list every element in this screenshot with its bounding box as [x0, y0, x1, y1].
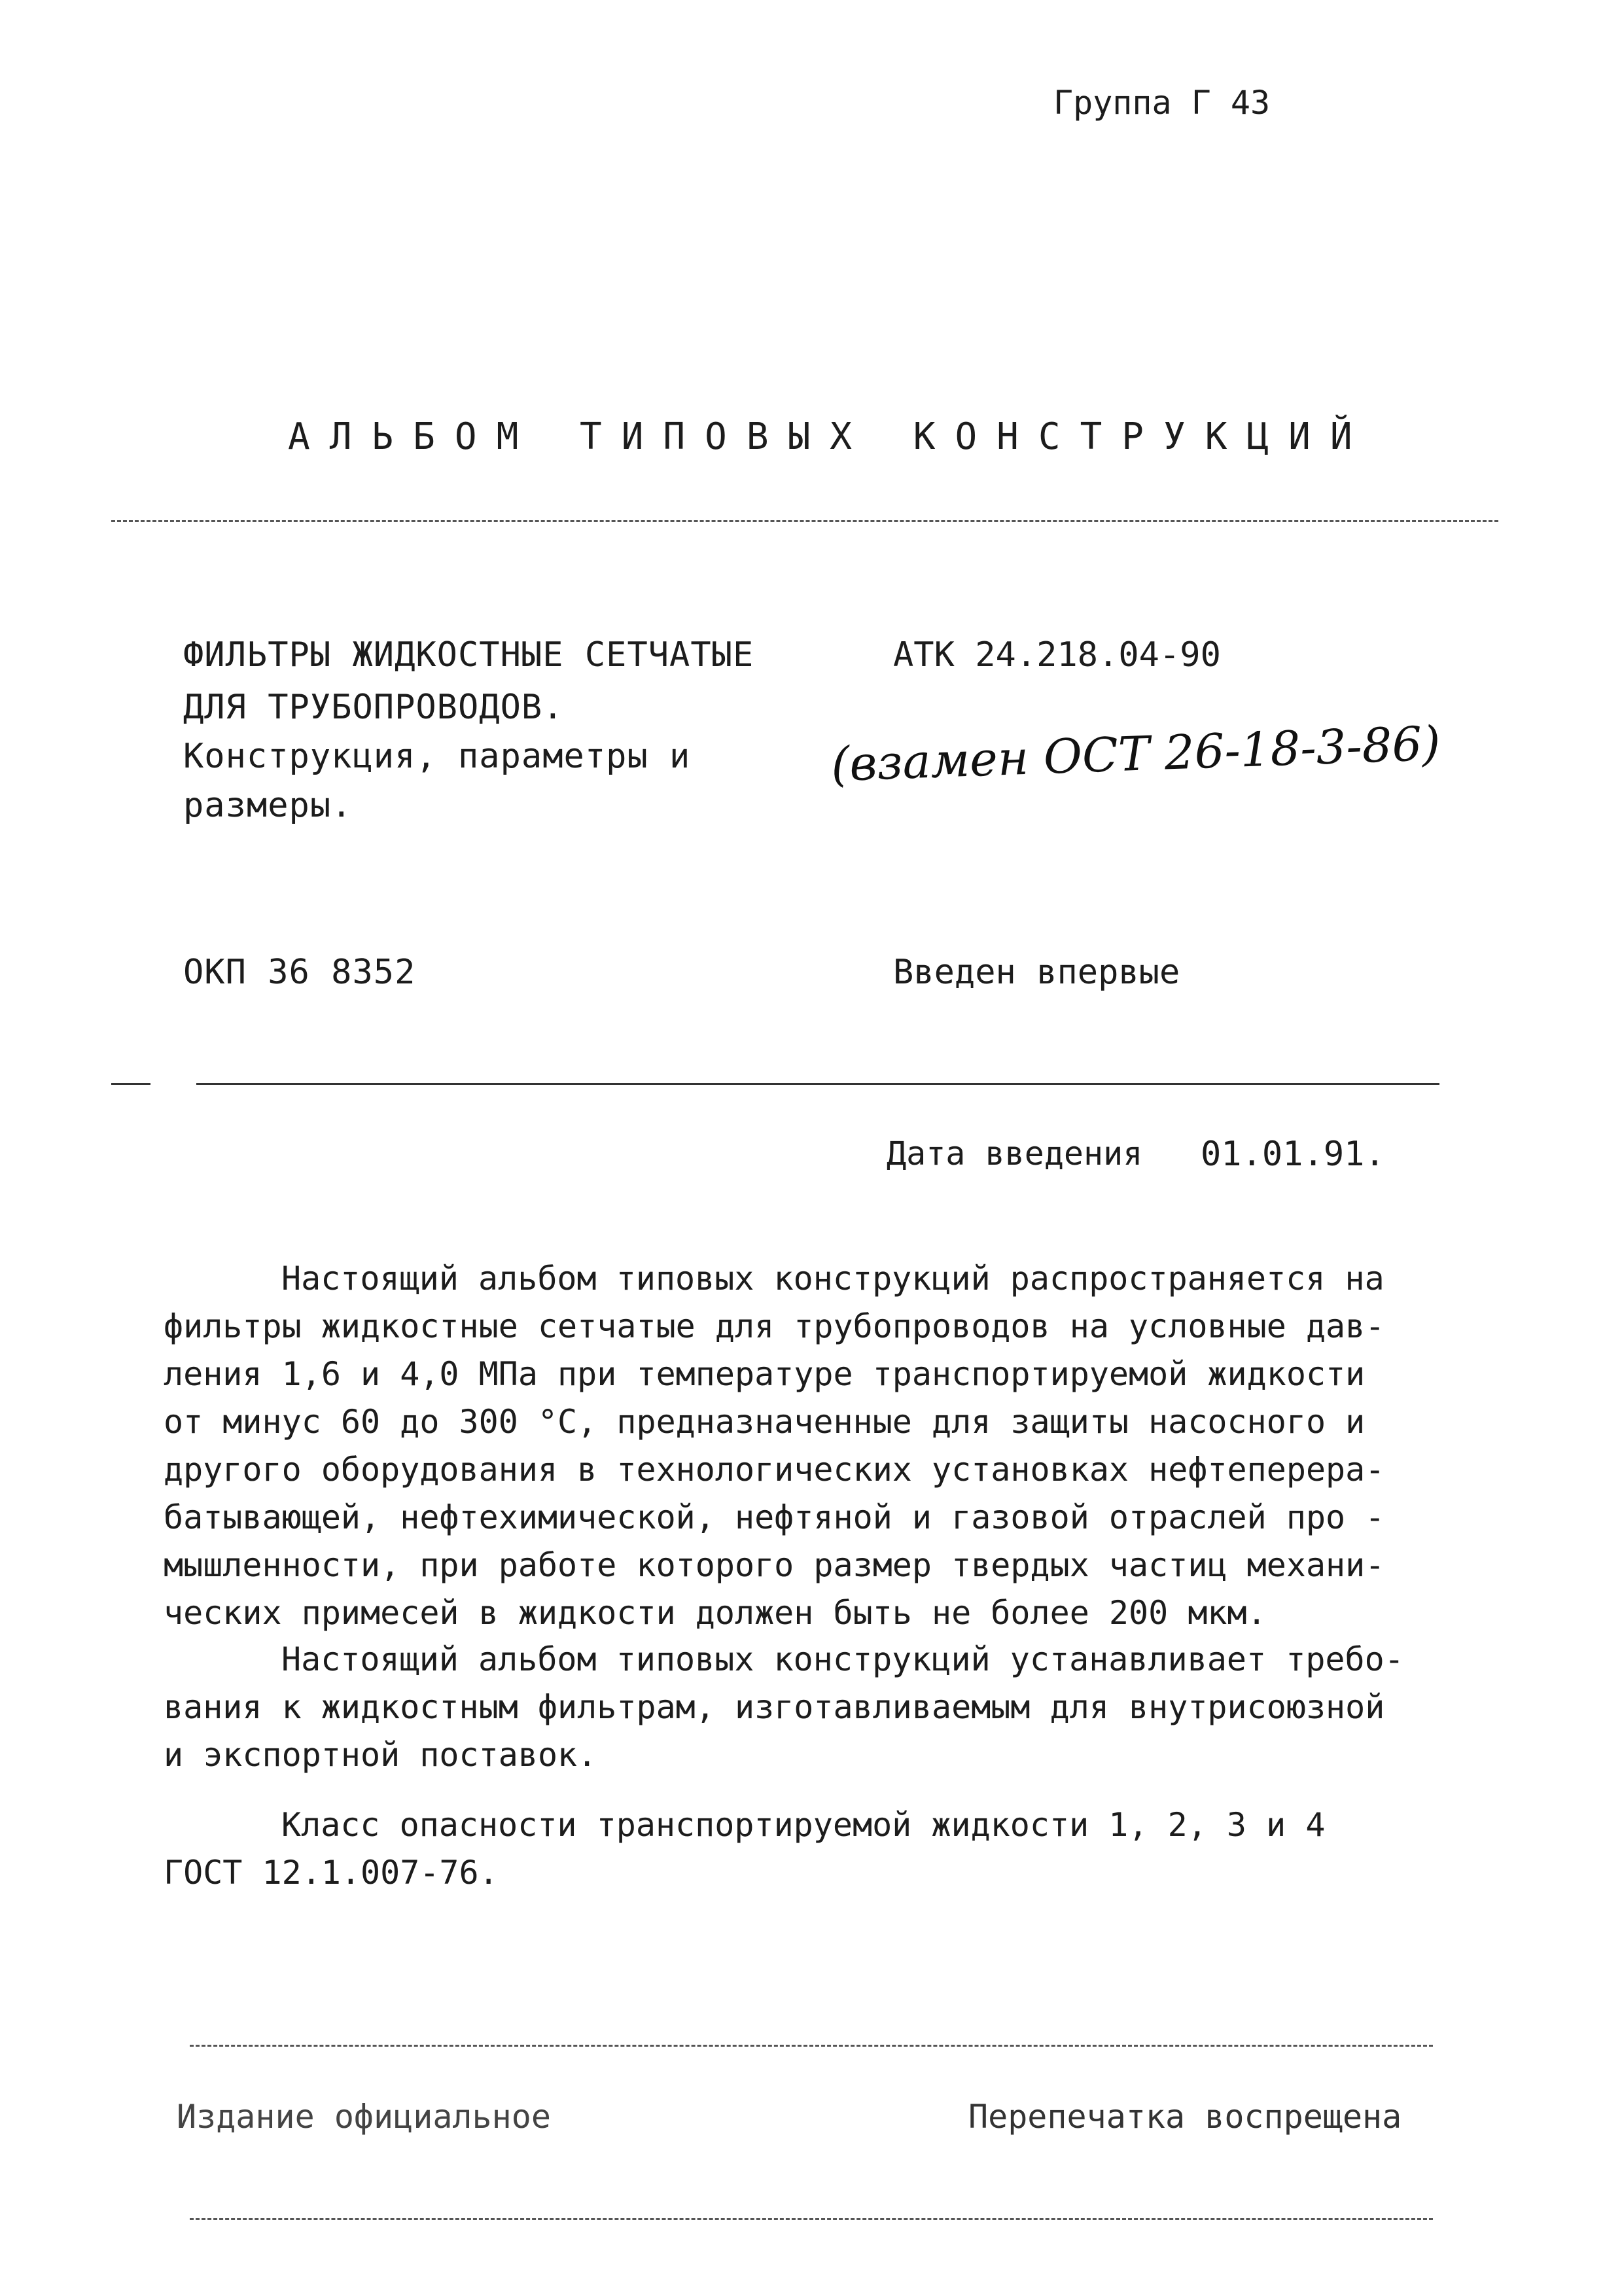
paragraph-1-line: от минус 60 до 300 °С, предназначенные для защиты насосного и: [164, 1403, 1366, 1441]
divider-middle: [196, 1083, 1439, 1085]
date-label: Дата введения: [887, 1135, 1143, 1173]
introduced-note: Введен впервые: [893, 953, 1180, 992]
doc-code: АТК 24.218.04-90: [893, 635, 1221, 675]
paragraph-3-line: ГОСТ 12.1.007-76.: [164, 1854, 499, 1892]
group-code: Группа Г 43: [1053, 84, 1271, 122]
doc-title-line-4: размеры.: [183, 786, 353, 825]
handwritten-replaces-note: (взамен ОСТ 26-18-3-86): [830, 715, 1441, 792]
paragraph-3-line: Класс опасности транспортируемой жидкости 1, 2, 3 и 4: [281, 1806, 1326, 1844]
doc-title-line-3: Конструкция, параметры и: [183, 737, 691, 776]
date-value: 01.01.91.: [1201, 1135, 1385, 1174]
paragraph-2-line: и экспортной поставок.: [164, 1736, 597, 1774]
paragraph-1-line: ления 1,6 и 4,0 МПа при температуре транспортируемой жидкости: [164, 1355, 1366, 1393]
doc-title-line-2: ДЛЯ ТРУБОПРОВОДОВ.: [183, 688, 564, 727]
doc-title-line-1: ФИЛЬТРЫ ЖИДКОСТНЫЕ СЕТЧАТЫЕ: [183, 635, 754, 675]
album-title: АЛЬБОМ ТИПОВЫХ КОНСТРУКЦИЙ: [288, 415, 1372, 458]
divider-top: [111, 520, 1498, 522]
paragraph-1-line: батывающей, нефтехимической, нефтяной и газовой отраслей про -: [164, 1498, 1385, 1536]
okp-code: ОКП 36 8352: [183, 953, 416, 992]
paragraph-1-line: мышленности, при работе которого размер твердых частиц механи-: [164, 1546, 1385, 1584]
divider-footer-top: [190, 2045, 1433, 2047]
divider-short: [111, 1083, 150, 1085]
footer-reprint-prohibited: Перепечатка воспрещена: [968, 2098, 1402, 2136]
paragraph-1-line: Настоящий альбом типовых конструкций распространяется на: [281, 1260, 1384, 1298]
paragraph-1-line: ческих примесей в жидкости должен быть не более 200 мкм.: [164, 1594, 1267, 1632]
paragraph-2-line: вания к жидкостным фильтрам, изготавливаемым для внутрисоюзной: [164, 1688, 1385, 1726]
divider-footer-bottom: [190, 2218, 1433, 2220]
paragraph-1-line: фильтры жидкостные сетчатые для трубопроводов на условные дав-: [164, 1307, 1385, 1345]
paragraph-1-line: другого оборудования в технологических установках нефтеперера-: [164, 1451, 1385, 1489]
footer-official-edition: Издание официальное: [177, 2098, 551, 2136]
paragraph-2-line: Настоящий альбом типовых конструкций устанавливает требо-: [281, 1640, 1404, 1678]
